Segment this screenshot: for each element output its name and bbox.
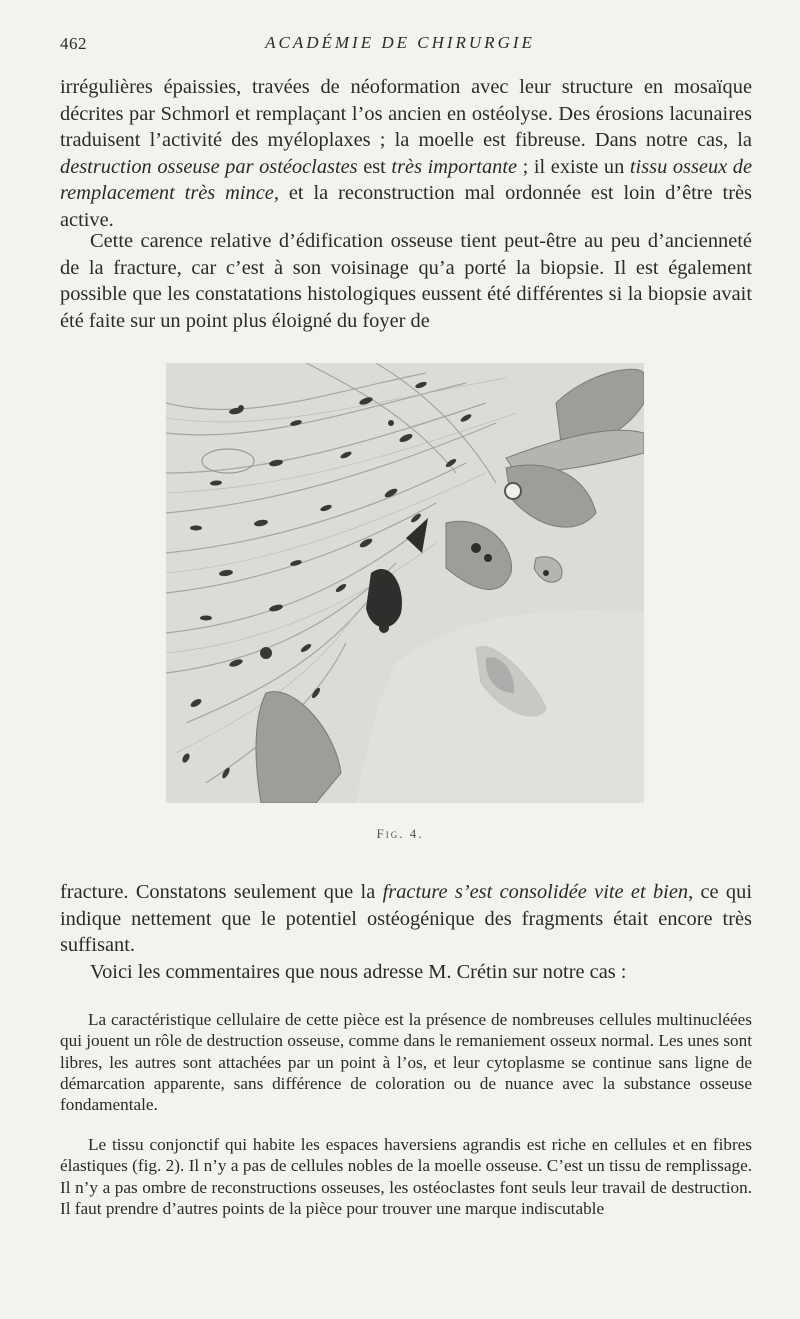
p3-text-c: , ce qui indique nettement que le potentiel ostéogénique des fragments était encore très suffisant. [60,881,752,956]
p2-text: Cette carence relative d’édification osseuse tient peut-être au peu d’ancienneté de la fracture, car c’est à son voisinage qu’a porté la biopsie. Il est également possible que les constatations histologiques eussent été différentes si la biopsie avait été faite sur un point plus éloigné du foyer de [60,230,752,332]
histology-illustration [166,363,644,803]
p1-italic-b: destruction osseuse par ostéoclastes [60,155,358,178]
paragraph-3 [60,879,752,959]
histology-figure [166,363,644,803]
quote-paragraph-2 [60,1134,752,1219]
quote-2-text: Le tissu conjonctif qui habite les espaces haversiens agrandis est riche en cellules et en fibres élastiques (fig. 2). Il n’y a pas de cellules nobles de la moelle osseuse. C’est un tissu de remplissage. Il n’y a pas ombre de reconstructions osseuses, les ostéoclastes font seuls leur travail de destruction. Il faut prendre d’autres points de la pièce pour trouver une marque indiscutable [60,1135,752,1218]
p1-text-g: , et la reconstruction mal ordonnée est loin d’être très active. [60,182,752,231]
quote-1-text: La caractéristique cellulaire de cette pièce est la présence de nombreuses cellules multinucléées qui jouent un rôle de destruction osseuse, comme dans le remaniement osseux normal. Les unes sont libres, les autres sont attachées par un point à l’os, et leur cytoplasme se continue sans ligne de démarcation apparente, sans différence de coloration ou de nuance avec la substance osseuse fondamentale. [60,1010,752,1115]
p1-text-c: est [357,155,392,178]
page-number: 462 [60,34,87,53]
quote-paragraph-1 [60,1009,752,1115]
figure-caption: Fig. 4. [376,826,424,841]
paragraph-4 [60,959,752,986]
p3-italic-b: fracture s’est consolidée vite et bien [382,881,689,903]
p1-italic-f: tissu osseux de remplacement très mince [60,155,753,204]
p3-text-a: fracture. Constatons seulement que la [60,881,383,903]
p1-text-a: irrégulières épaissies, travées de néoformation avec leur structure en mosaïque décrites par Schmorl et remplaçant l’os ancien en ostéolyse. Des érosions lacunaires traduisent l’activité des myéloplaxes ; la moelle est fibreuse. Dans notre cas, la [60,76,752,151]
p1-italic-d: très importante [391,155,518,178]
paragraph-1 [60,74,752,233]
running-title: ACADÉMIE DE CHIRURGIE [265,33,535,52]
p1-text-e: ; il existe un [517,155,630,178]
p4-text: Voici les commentaires que nous adresse M. Crétin sur notre cas : [90,961,627,983]
paragraph-2 [60,228,752,334]
